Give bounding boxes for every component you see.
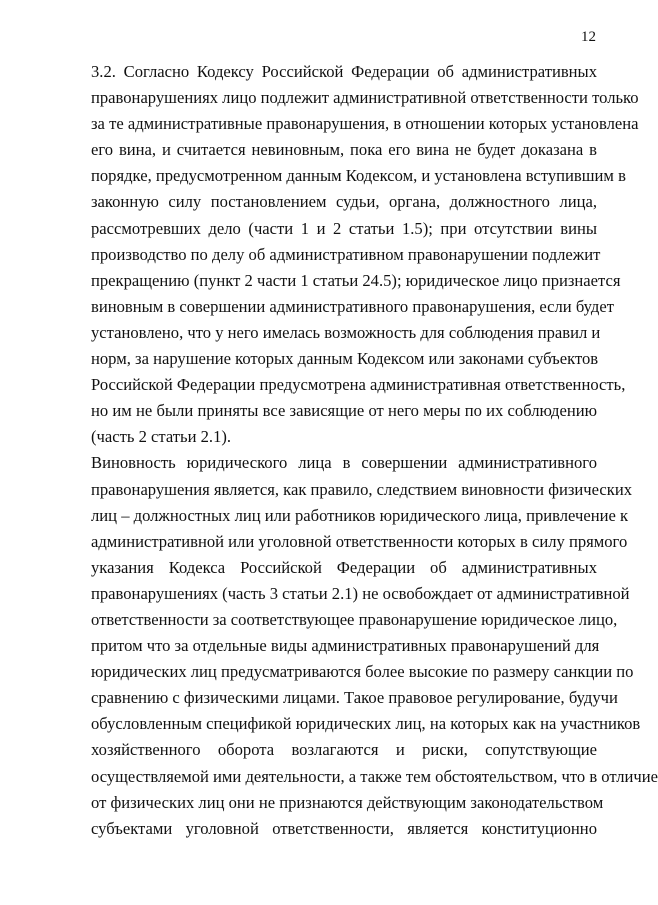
text-line: правонарушениях лицо подлежит административной ответственности только <box>91 88 639 108</box>
page-number: 12 <box>581 29 596 45</box>
text-line: указания Кодекса Российской Федерации об административных <box>91 557 597 577</box>
text-line: субъектами уголовной ответственности, является конституционно <box>91 818 597 838</box>
text-line: Виновность юридического лица в совершении административного <box>91 453 597 473</box>
text-line: ответственности за соответствующее правонарушение юридическое лицо, <box>91 609 618 629</box>
text-line: норм, за нарушение которых данным Кодексом или законами субъектов <box>91 349 599 369</box>
text-line: лиц – должностных лиц или работников юридического лица, привлечение к <box>91 505 629 525</box>
text-line: Российской Федерации предусмотрена административная ответственность, <box>91 375 626 395</box>
text-line: правонарушениях (часть 3 статьи 2.1) не освобождает от административной <box>91 583 630 603</box>
text-line: установлено, что у него имелась возможность для соблюдения правил и <box>91 322 601 342</box>
text-line: юридических лиц предусматриваются более высокие по размеру санкции по <box>91 662 634 682</box>
text-line: административной или уголовной ответственности которых в силу прямого <box>91 531 628 551</box>
text-line: притом что за отдельные виды административных правонарушений для <box>91 636 600 656</box>
text-line: (часть 2 статьи 2.1). <box>91 427 232 447</box>
text-line: от физических лиц они не признаются действующим законодательством <box>91 792 604 812</box>
text-line: хозяйственного оборота возлагаются и риски, сопутствующие <box>91 740 597 760</box>
text-line: порядке, предусмотренном данным Кодексом, и установлена вступившим в <box>91 166 626 186</box>
text-line: обусловленным спецификой юридических лиц, на которых как на участников <box>91 714 641 734</box>
paragraph-1 <box>91 59 639 450</box>
text-line: 3.2. Согласно Кодексу Российской Федерации об административных <box>91 62 597 81</box>
text-line: рассмотревших дело (части 1 и 2 статьи 1.5); при отсутствии вины <box>91 218 597 238</box>
text-line: но им не были приняты все зависящие от него меры по их соблюдению <box>91 401 597 421</box>
document-body <box>91 59 658 842</box>
paragraph-2 <box>91 450 658 841</box>
text-line: законную силу постановлением судьи, органа, должностного лица, <box>91 192 597 212</box>
text-line: производство по делу об административном правонарушении подлежит <box>91 244 601 264</box>
text-line: сравнению с физическими лицами. Такое правовое регулирование, будучи <box>91 688 618 708</box>
text-line: правонарушения является, как правило, следствием виновности физических <box>91 479 632 499</box>
text-line: виновным в совершении административного правонарушения, если будет <box>91 296 614 316</box>
text-line: его вина, и считается невиновным, пока его вина не будет доказана в <box>91 140 597 160</box>
text-line: осуществляемой ими деятельности, а также тем обстоятельством, что в отличие <box>91 766 658 786</box>
text-line: за те административные правонарушения, в отношении которых установлена <box>91 114 639 134</box>
text-line: прекращению (пункт 2 части 1 статьи 24.5); юридическое лицо признается <box>91 270 621 290</box>
